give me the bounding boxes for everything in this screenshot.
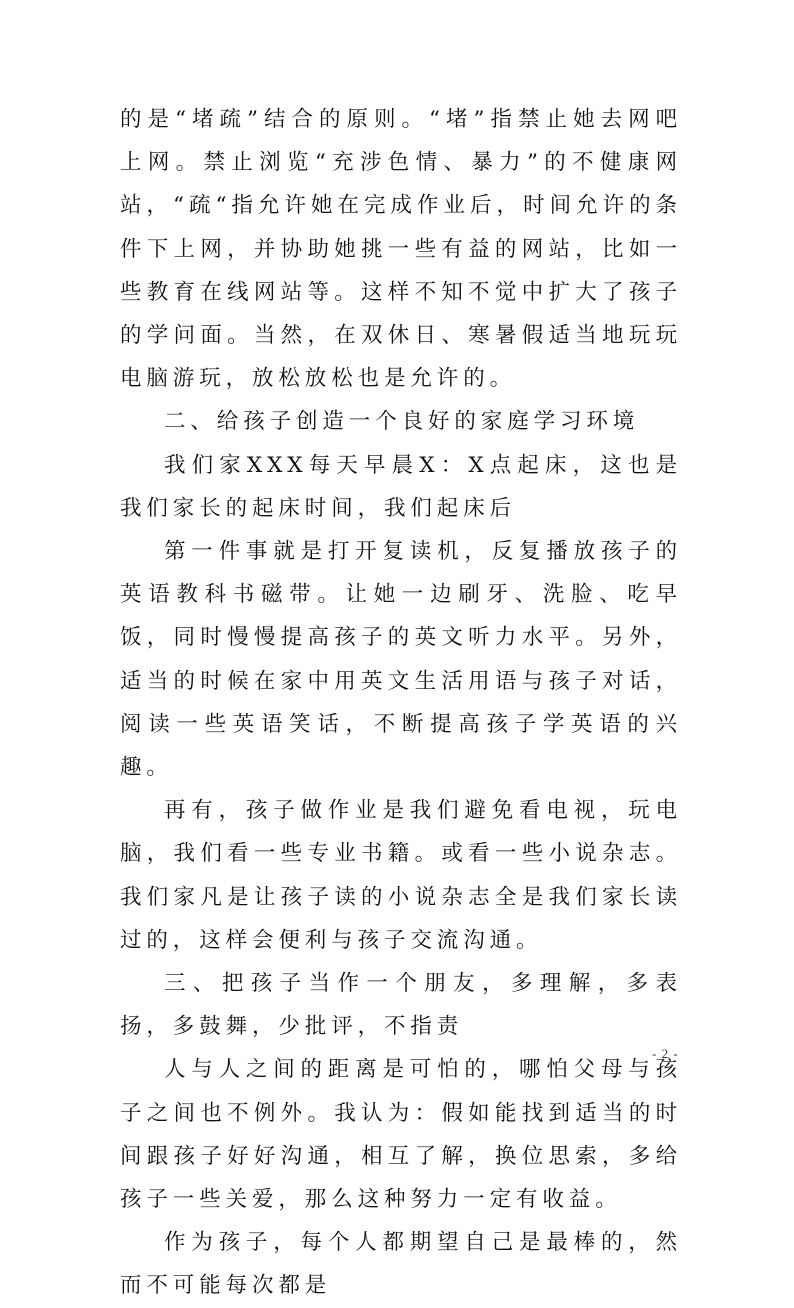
heading-section-3: 三、把孩子当作一个朋友，多理解，多表扬，多鼓舞，少批评，不指责 [120,971,682,1040]
paragraph-2: 我们家XXX每天早晨X：X点起床，这也是我们家长的起床时间，我们起床后 [120,452,682,521]
paragraph-4: 再有，孩子做作业是我们避免看电视，玩电脑，我们看一些专业书籍。或看一些小说杂志。我们家凡是让孩子读的小说杂志全是我们家长读过的，这样会便利与孩子交流沟通。 [120,798,682,953]
paragraph-1: 的是“堵疏”结合的原则。“堵”指禁止她去网吧上网。禁止浏览“充涉色情、暴力”的不健康网站，“疏“指允许她在完成作业后，时间允许的条件下上网，并协助她挑一些有益的网站，比如一些教育在线网站等。这样不知不觉中扩大了孩子的学问面。当然，在双休日、寒暑假适当地玩玩电脑游玩，放松放松也是允许的。 [120,107,682,392]
paragraph-6: 作为孩子，每个人都期望自己是最棒的，然而不可能每次都是 [120,1230,682,1299]
page-number: - 2 - [652,1046,679,1061]
paragraph-3: 第一件事就是打开复读机，反复播放孩子的英语教科书磁带。让她一边刷牙、洗脸、吃早饭，同时慢慢提高孩子的英文听力水平。另外，适当的时候在家中用英文生活用语与孩子对话，阅读一些英语笑话，不断提高孩子学英语的兴趣。 [120,539,682,781]
document-body [120,98,682,1308]
paragraph-5: 人与人之间的距离是可怕的，哪怕父母与孩子之间也不例外。我认为：假如能找到适当的时间跟孩子好好沟通，相互了解，换位思索，多给孩子一些关爱，那么这种努力一定有收益。 [120,1057,682,1213]
heading-section-2: 二、给孩子创造一个良好的家庭学习环境 [164,409,640,435]
